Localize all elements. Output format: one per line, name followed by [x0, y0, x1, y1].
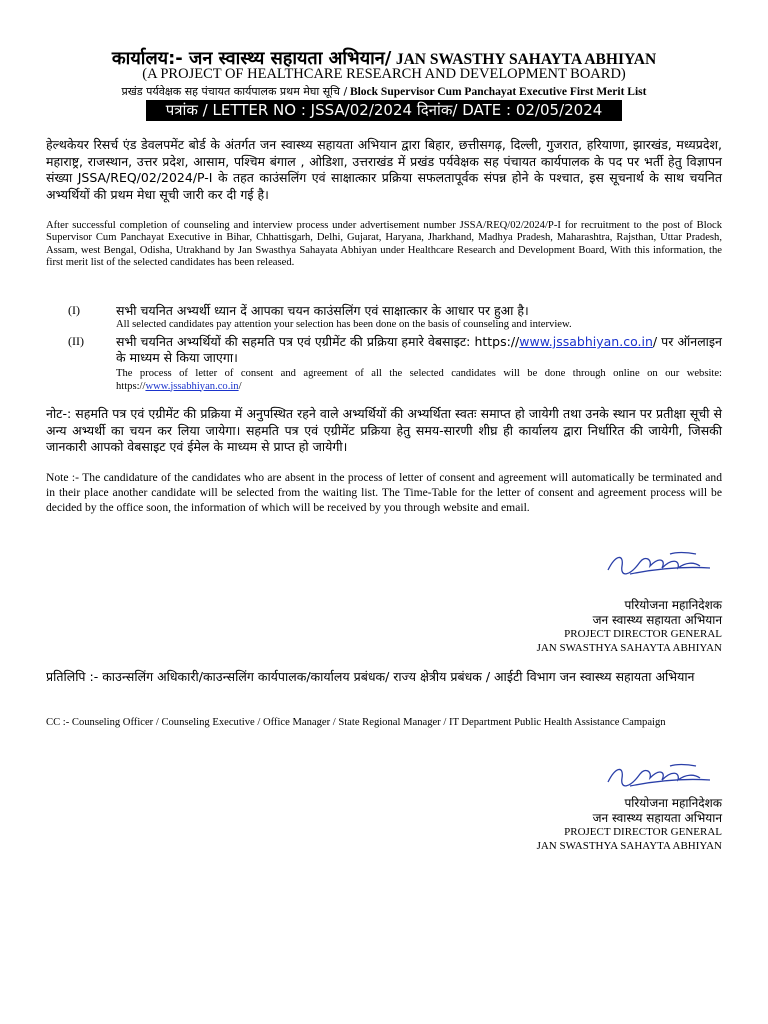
merit-list-title-english: Block Supervisor Cum Panchayat Executive First Merit List — [349, 86, 647, 98]
signature-mark — [600, 548, 720, 582]
sig1-org-english: JAN SWASTHYA SAHAYTA ABHIYAN — [536, 641, 722, 654]
point-2-hindi-post: / पर ऑनलाइन के माध्यम से किया जाएगा। — [116, 334, 722, 365]
note-english: Note :- The candidature of the candidates who are absent in the process of letter of consent and agreement will automatically be terminated and in their place another candidate will be selected from the waiting list. The Time-Table for the letter of consent and agreement process will be decided by the office soon, the information of which will be received by you through website and email. — [46, 471, 722, 514]
letter-number-bar: पत्रांक / LETTER NO : JSSA/02/2024 दिनांक/ DATE : 02/05/2024 — [146, 100, 622, 121]
note-hindi: नोट-: सहमति पत्र एवं एग्रीमेंट की प्रक्रिया में अनुपस्थित रहने वाले अभ्यर्थियों की अभ्यर्थिता स्वतः समाप्त हो जायेगी तथा उनके स्थान पर प्रतीक्षा सूची से अन्य अभ्यर्थी का चयन कर लिया जायेगा। सहमति पत्र एवं एग्रीमेंट प्रक्रिया हेतु समय-सारणी शीघ्र ही कार्यालय द्वारा निर्धारित की जायेगी, जिसकी जानकारी आपको वेबसाइट एवं ईमेल के माध्यम से प्राप्त हो जायेगी। — [46, 406, 722, 454]
point-2-hindi-pre: सभी चयनित अभ्यर्थियों की सहमति पत्र एवं एग्रीमेंट की प्रक्रिया हमारे वेबसाइट: https:// — [116, 334, 520, 349]
point-1-text — [116, 303, 722, 332]
point-1-number: (I) — [68, 303, 80, 317]
copy-to-hindi: प्रतिलिपि :- काउन्सलिंग अधिकारी/काउन्सलिंग कार्यपालक/कार्यालय प्रबंधक/ राज्य क्षेत्रीय प्रबंधक / आईटी विभाग जन स्वास्थ्य सहायता अभियान — [46, 669, 695, 684]
point-1-hindi: सभी चयनित अभ्यर्थी ध्यान दें आपका चयन काउंसलिंग एवं साक्षात्कार के आधार पर हुआ है। — [116, 303, 529, 318]
sig1-designation-hindi: परियोजना महानिदेशक — [624, 598, 722, 612]
sig2-org-hindi: जन स्वास्थ्य सहायता अभियान — [592, 811, 722, 825]
merit-list-title — [0, 84, 768, 99]
office-title-hindi: कार्यालय:- जन स्वास्थ्य सहायता अभियान/ — [111, 48, 392, 69]
point-2-number: (II) — [68, 334, 84, 348]
sig1-org-hindi: जन स्वास्थ्य सहायता अभियान — [592, 613, 722, 627]
sig2-designation-english: PROJECT DIRECTOR GENERAL — [564, 826, 722, 838]
point-2-english-pre: The process of letter of consent and agreement of all the selected candidates will be done through online on our website: https:// — [116, 368, 722, 392]
point-2-english — [116, 368, 722, 393]
signature-mark-2 — [600, 760, 720, 794]
signature-block-1 — [537, 598, 722, 655]
point-2-hindi — [116, 334, 722, 366]
signature-block-2 — [537, 796, 722, 853]
intro-english: After successful completion of counseling and interview process under advertisement number JSSA/REQ/02/2024/P-I for recruitment to the post of Block Supervisor Cum Panchayat Executive in Bihar, Chhattisgarh, Delhi, Gujarat, Haryana, Jharkhand, Madhya Pradesh, Maharashtra, Rajsthan, Uttar Pradesh, Assam, west Bengal, Odisha, Utrakhand by Jan Swasthya Sahayata Abhiyan under Healthcare Research and Development Board, With this information, the first merit list of the selected candidates has been released. — [46, 220, 722, 268]
point-1-english: All selected candidates pay attention your selection has been done on the basis of counseling and interview. — [116, 319, 572, 330]
project-subtitle: (A PROJECT OF HEALTHCARE RESEARCH AND DEVELOPMENT BOARD) — [142, 66, 626, 82]
sig2-designation-hindi: परियोजना महानिदेशक — [624, 796, 722, 810]
sig2-org-english: JAN SWASTHYA SAHAYTA ABHIYAN — [536, 839, 722, 852]
copy-to-english: CC :- Counseling Officer / Counseling Executive / Office Manager / State Regional Manager / IT Department Public Health Assistance Campaign — [46, 717, 666, 728]
office-title-english: JAN SWASTHY SAHAYTA ABHIYAN — [395, 51, 657, 68]
sig1-designation-english: PROJECT DIRECTOR GENERAL — [564, 628, 722, 640]
intro-hindi: हेल्थकेयर रिसर्च एंड डेवलपमेंट बोर्ड के अंतर्गत जन स्वास्थ्य सहायता अभियान द्वारा बिहार, छत्तीसगढ़, दिल्ली, गुजरात, हरियाणा, झारखंड, मध्यप्रदेश, महाराष्ट्र, राजस्थान, उत्तर प्रदेश, आसाम, पश्चिम बंगाल , ओडिशा, उत्तराखंड में प्रखंड पर्यवेक्षक सह पंचायत कार्यपालक के पद पर भर्ती हेतु विज्ञापन संख्या JSSA/REQ/02/2024/P-I के तहत काउंसलिंग एवं साक्षात्कार प्रक्रिया सफलतापूर्वक संपन्न होने के पश्चात, इस सूचनार्थ के साथ चयनित अभ्यर्थियों की प्रथम मेधा सूची जारी कर दी गई है। — [46, 137, 722, 202]
website-link-english[interactable]: www.jssabhiyan.co.in — [145, 380, 239, 392]
point-2-english-post: / — [238, 380, 242, 392]
merit-list-title-hindi: प्रखंड पर्यवेक्षक सह पंचायत कार्यपालक प्रथम मेघा सूचि / — [121, 85, 348, 98]
point-2-text — [116, 334, 722, 393]
website-link[interactable]: www.jssabhiyan.co.in — [519, 334, 653, 349]
